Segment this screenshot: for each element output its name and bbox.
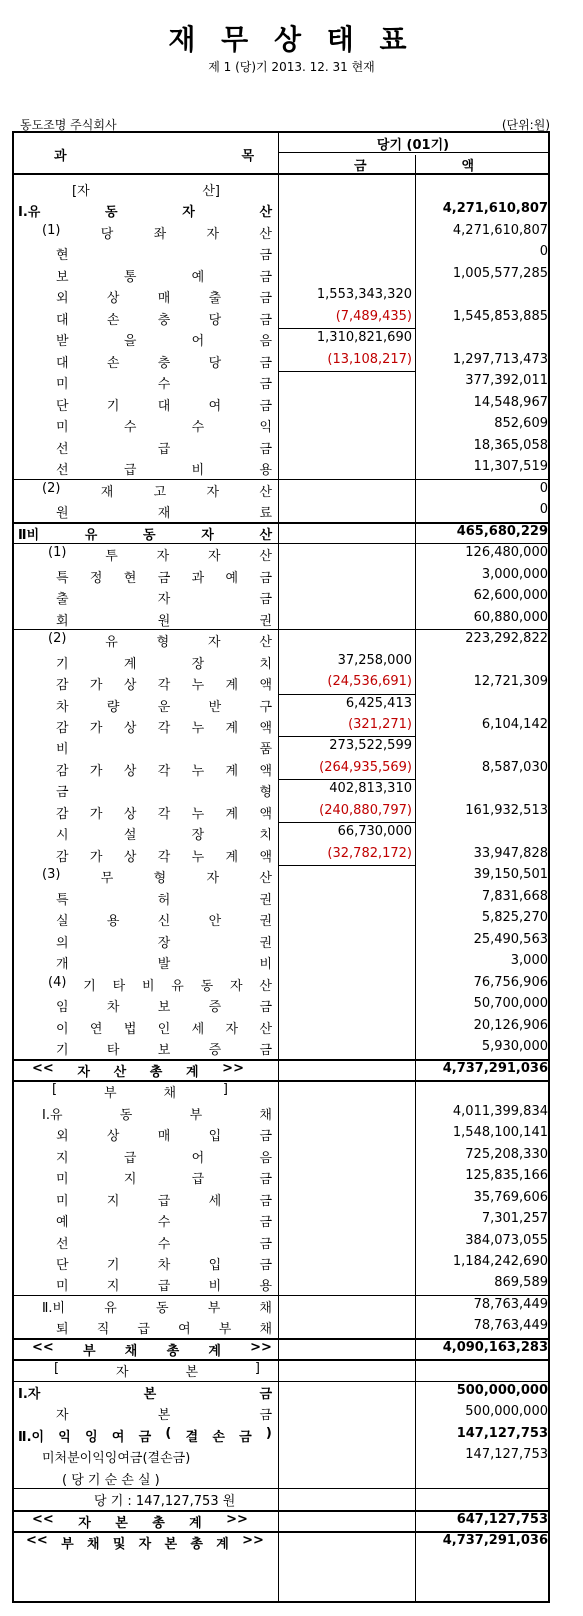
account-label: 이 연 법 인 세 자 산 — [56, 1021, 272, 1037]
detail-amount: 6,425,413 — [345, 695, 412, 711]
total-amount: 5,825,270 — [481, 910, 548, 926]
table-row — [14, 179, 548, 200]
account-label: (2) 재 고 자 산 — [42, 480, 272, 500]
total-amount: 647,127,753 — [456, 1511, 548, 1527]
table-row — [14, 480, 548, 501]
total-amount: 0 — [539, 502, 548, 518]
total-amount: 3,000 — [510, 953, 548, 969]
total-amount: 50,700,000 — [473, 996, 548, 1012]
total-amount: 147,127,753 — [456, 1425, 548, 1441]
table-row — [14, 1167, 548, 1188]
account-label: Ⅱ.이 익 잉 여 금 ( 결 손 금 ) — [18, 1425, 272, 1445]
header-subject: 과 목 — [54, 149, 254, 164]
table-row — [14, 351, 548, 372]
account-label: 미 지 급 비 용 — [56, 1279, 272, 1295]
account-label: 미처분이익잉여금(결손금) — [42, 1451, 191, 1467]
table-row — [14, 995, 548, 1016]
table-row — [14, 1468, 548, 1489]
detail-amount: 273,522,599 — [329, 738, 412, 754]
account-label: 단 기 차 입 금 — [56, 1258, 272, 1273]
total-amount: 3,000,000 — [481, 566, 548, 582]
table-row — [14, 909, 548, 930]
table-row — [14, 1038, 548, 1059]
total-amount: 20,126,906 — [473, 1017, 548, 1033]
subtotal-rule — [278, 865, 415, 866]
table-row — [14, 737, 548, 758]
table-row — [14, 888, 548, 909]
table-row — [14, 1146, 548, 1167]
account-label: ( 당 기 순 손 실 ) — [62, 1472, 160, 1488]
total-amount: 223,292,822 — [465, 631, 548, 647]
total-amount: 4,737,291,036 — [442, 1533, 548, 1549]
total-amount: 0 — [539, 480, 548, 496]
account-label: 감 가 상 각 누 계 액 — [56, 721, 272, 736]
detail-amount: 66,730,000 — [337, 824, 412, 840]
account-label: 외 상 매 출 금 — [56, 291, 272, 307]
table-row — [14, 823, 548, 844]
account-label: 단 기 대 여 금 — [56, 398, 272, 414]
table-row — [14, 673, 548, 694]
account-label: 감 가 상 각 누 계 액 — [56, 849, 272, 865]
account-label: 회 원 권 — [56, 613, 272, 629]
account-label: 기 타 보 증 금 — [56, 1043, 272, 1059]
section-rule — [14, 1059, 548, 1061]
account-label: 미 수 수 익 — [56, 420, 272, 436]
total-amount: 62,600,000 — [473, 588, 548, 604]
account-label: 당 기 : 147,127,753 원 — [94, 1494, 236, 1510]
account-label: 선 급 금 — [56, 441, 272, 457]
section-rule — [14, 1531, 548, 1533]
total-amount: 4,011,399,834 — [452, 1103, 548, 1119]
account-label: << 자 본 총 계 >> — [32, 1511, 248, 1531]
table-row — [14, 1317, 548, 1338]
table-row — [14, 1253, 548, 1274]
total-amount: 78,763,449 — [473, 1318, 548, 1334]
detail-amount: (240,880,797) — [319, 802, 412, 818]
subtotal-rule — [278, 328, 415, 329]
account-label: 실 용 신 안 권 — [56, 914, 272, 930]
table-row — [14, 1103, 548, 1124]
total-amount: 500,000,000 — [456, 1382, 548, 1398]
total-amount: 78,763,449 — [473, 1296, 548, 1312]
table-row — [14, 222, 548, 243]
table-row — [14, 1360, 548, 1381]
account-label: << 자 산 총 계 >> — [32, 1060, 244, 1080]
account-label: 대 손 충 당 금 — [56, 355, 272, 371]
table-row — [14, 1210, 548, 1231]
account-label: 퇴 직 급 여 부 채 — [56, 1322, 272, 1338]
account-label: Ⅰ.유 동 부 채 — [42, 1107, 272, 1123]
account-label: 받 을 어 음 — [56, 334, 272, 350]
table-row — [14, 609, 548, 630]
total-amount: 5,930,000 — [481, 1039, 548, 1055]
table-row — [14, 931, 548, 952]
total-amount: 7,831,668 — [481, 888, 548, 904]
table-row — [14, 1339, 548, 1360]
total-amount: 7,301,257 — [481, 1211, 548, 1227]
total-amount: 1,548,100,141 — [452, 1125, 548, 1141]
detail-amount: (264,935,569) — [319, 759, 412, 775]
table-row — [14, 716, 548, 737]
table-row — [14, 437, 548, 458]
account-label: 자 본 금 — [56, 1408, 272, 1424]
detail-amount: (24,536,691) — [327, 674, 412, 690]
account-label: 기 계 장 치 — [56, 656, 272, 672]
detail-amount: (13,108,217) — [327, 351, 412, 367]
total-amount: 4,271,610,807 — [442, 201, 548, 217]
total-amount: 8,587,030 — [481, 759, 548, 775]
table-row — [14, 1382, 548, 1403]
header-period: 당기 (01기) — [376, 138, 450, 153]
account-label: 개 발 비 — [56, 957, 272, 973]
total-amount: 39,150,501 — [473, 867, 548, 883]
table-row — [14, 265, 548, 286]
table-row — [14, 652, 548, 673]
detail-amount: (32,782,172) — [327, 845, 412, 861]
total-amount: 12,721,309 — [473, 674, 548, 690]
table-row — [14, 1189, 548, 1210]
account-label: 특 허 권 — [56, 892, 272, 908]
total-amount: 25,490,563 — [473, 931, 548, 947]
table-row — [14, 566, 548, 587]
account-label: 미 지 급 금 — [56, 1172, 272, 1188]
table-row — [14, 1232, 548, 1253]
section-rule — [14, 522, 548, 524]
table-row — [14, 1017, 548, 1038]
table-row — [14, 308, 548, 329]
document-title: 재 무 상 태 표 — [168, 23, 415, 56]
account-label: 외 상 매 입 금 — [56, 1129, 272, 1145]
total-amount: 852,609 — [494, 416, 548, 432]
account-label: Ⅰ.자 본 금 — [18, 1386, 272, 1402]
total-amount: 35,769,606 — [473, 1189, 548, 1205]
unit-label: (단위:원) — [501, 118, 550, 132]
table-row — [14, 1060, 548, 1081]
document-subtitle: 제 1 (당)기 2013. 12. 31 현재 — [208, 60, 375, 74]
table-row — [14, 759, 548, 780]
table-row — [14, 780, 548, 801]
total-amount: 4,271,610,807 — [452, 222, 548, 238]
section-rule — [14, 1338, 548, 1340]
table-row — [14, 415, 548, 436]
table-row — [14, 802, 548, 823]
total-amount: 1,297,713,473 — [452, 351, 548, 367]
table-row — [14, 1403, 548, 1424]
table-row — [14, 243, 548, 264]
table-row — [14, 1446, 548, 1467]
total-amount: 125,835,166 — [465, 1168, 548, 1184]
account-label: 대 손 충 당 금 — [56, 312, 272, 328]
account-label: 선 수 금 — [56, 1236, 272, 1252]
account-label: 출 자 금 — [56, 592, 272, 608]
total-amount: 1,005,577,285 — [452, 265, 548, 281]
total-amount: 126,480,000 — [465, 545, 548, 561]
section-rule — [14, 1080, 548, 1082]
table-row — [14, 1081, 548, 1102]
account-label: [ 자 본 ] — [54, 1361, 260, 1381]
table-row — [14, 952, 548, 973]
table-row — [14, 372, 548, 393]
total-amount: 384,073,055 — [465, 1232, 548, 1248]
account-label: 감 가 상 각 누 계 액 — [56, 763, 272, 779]
table-row — [14, 1425, 548, 1446]
total-amount: 1,545,853,885 — [452, 308, 548, 324]
table-row — [14, 695, 548, 716]
account-label: 미 지 급 세 금 — [56, 1193, 272, 1209]
account-label: Ⅰ.유 동 자 산 — [18, 205, 272, 221]
account-label: << 부 채 및 자 본 총 계 >> — [26, 1533, 264, 1553]
total-amount: 11,307,519 — [473, 459, 548, 475]
subtotal-rule — [278, 736, 415, 737]
total-amount: 60,880,000 — [473, 609, 548, 625]
account-label: [ 부 채 ] — [52, 1082, 228, 1102]
account-label: 감 가 상 각 누 계 액 — [56, 678, 272, 694]
total-amount: 4,090,163,283 — [442, 1339, 548, 1355]
table-row — [14, 1532, 548, 1553]
table-row — [14, 1489, 548, 1510]
total-amount: 377,392,011 — [465, 373, 548, 389]
detail-amount: 37,258,000 — [337, 652, 412, 668]
account-label: 시 설 장 치 — [56, 828, 272, 844]
account-label: 선 급 비 용 — [56, 463, 272, 479]
detail-amount: (7,489,435) — [335, 308, 412, 324]
account-label: Ⅱ.비 유 동 부 채 — [42, 1300, 272, 1316]
total-amount: 76,756,906 — [473, 974, 548, 990]
balance-sheet-table — [12, 131, 550, 1603]
total-amount: 161,932,513 — [465, 802, 548, 818]
detail-amount: 402,813,310 — [329, 781, 412, 797]
account-label: (1) 당 좌 자 산 — [42, 222, 272, 242]
total-amount: 500,000,000 — [465, 1404, 548, 1420]
section-rule — [14, 543, 548, 544]
account-label: 임 차 보 증 금 — [56, 1000, 272, 1016]
account-label: 원 재 료 — [56, 506, 272, 522]
account-label: 차 량 운 반 구 — [56, 699, 272, 715]
account-label: 의 장 권 — [56, 935, 272, 951]
total-amount: 147,127,753 — [465, 1447, 548, 1463]
section-rule — [14, 479, 548, 480]
detail-amount: 1,553,343,320 — [316, 287, 412, 303]
subtotal-rule — [278, 694, 415, 695]
section-rule — [14, 629, 548, 630]
account-label: 감 가 상 각 누 계 액 — [56, 806, 272, 822]
table-row — [14, 845, 548, 866]
account-label: 금 형 — [56, 785, 272, 801]
table-row — [14, 1124, 548, 1145]
table-row — [14, 544, 548, 565]
total-amount: 725,208,330 — [465, 1146, 548, 1162]
table-row — [14, 523, 548, 544]
header-amount: 금 액 — [354, 159, 474, 174]
total-amount: 465,680,229 — [456, 523, 548, 539]
table-row — [14, 974, 548, 995]
total-amount: 869,589 — [494, 1275, 548, 1291]
section-rule — [14, 1359, 548, 1361]
total-amount: 14,548,967 — [473, 394, 548, 410]
account-label: (2) 유 형 자 산 — [48, 631, 272, 651]
subtotal-rule — [278, 371, 415, 372]
account-label: 예 수 금 — [56, 1215, 272, 1231]
account-label: 보 통 예 금 — [56, 269, 272, 285]
account-label: 미 수 금 — [56, 377, 272, 393]
table-row — [14, 501, 548, 522]
total-amount: 6,104,142 — [481, 717, 548, 732]
section-rule — [14, 1381, 548, 1382]
total-amount: 1,184,242,690 — [452, 1254, 548, 1269]
table-row — [14, 1511, 548, 1532]
detail-amount: 1,310,821,690 — [316, 330, 412, 346]
section-rule — [14, 1295, 548, 1296]
account-label: (4) 기 타 비 유 동 자 산 — [48, 974, 272, 994]
account-label: Ⅱ비 유 동 자 산 — [18, 527, 272, 543]
account-label: (3) 무 형 자 산 — [42, 867, 272, 887]
table-row — [14, 458, 548, 479]
total-amount: 0 — [539, 244, 548, 260]
table-row — [14, 630, 548, 651]
subtotal-rule — [278, 822, 415, 823]
table-row — [14, 1296, 548, 1317]
section-rule — [14, 1488, 548, 1489]
table-row — [14, 1274, 548, 1295]
total-amount: 33,947,828 — [473, 845, 548, 861]
account-label: 지 급 어 음 — [56, 1150, 272, 1166]
detail-amount: (321,271) — [348, 717, 412, 732]
account-label: (1) 투 자 자 산 — [48, 545, 272, 565]
account-label: [자 산] — [72, 184, 220, 199]
table-row — [14, 286, 548, 307]
account-label: 현 금 — [56, 248, 272, 264]
company-name: 동도조명 주식회사 — [20, 118, 117, 132]
table-row — [14, 200, 548, 221]
section-rule — [14, 1510, 548, 1512]
account-label: 비 품 — [56, 742, 272, 758]
subtotal-rule — [278, 779, 415, 780]
table-row — [14, 866, 548, 887]
account-label: 특 정 현 금 과 예 금 — [56, 570, 272, 586]
total-amount: 4,737,291,036 — [442, 1060, 548, 1076]
table-row — [14, 394, 548, 415]
table-row — [14, 587, 548, 608]
account-label: << 부 채 총 계 >> — [32, 1339, 272, 1359]
table-row — [14, 329, 548, 350]
total-amount: 18,365,058 — [473, 437, 548, 453]
